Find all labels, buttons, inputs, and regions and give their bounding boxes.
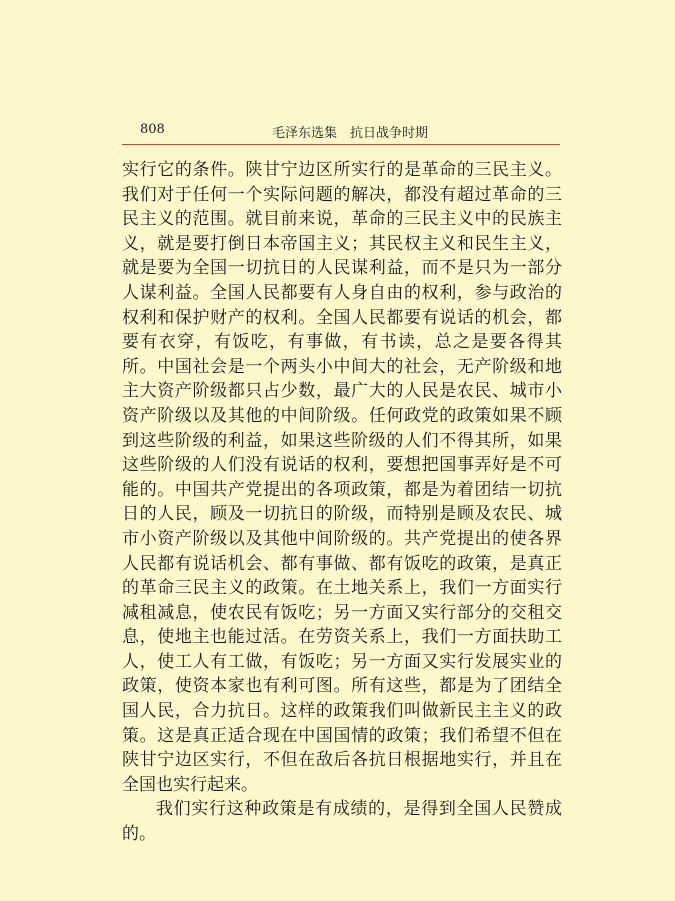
paragraph-2: 我们实行这种政策是有成绩的，是得到全国人民赞成的。 [122,799,562,845]
header-rule [122,144,560,145]
running-title: 毛泽东选集 抗日战争时期 [272,126,429,141]
paragraph-1: 实行它的条件。陕甘宁边区所实行的是革命的三民主义。我们对于任何一个实际问题的解决，都没有超过革命的三民主义的范围。就目前来说，革命的三民主义中的民族主义，就是要打倒日本帝国主义；其民权主义和民生主义，就是要为全国一切抗日的人民谋利益，而不是只为一部分人谋利益。全国人民都要有人身自由的权利，参与政治的权利和保护财产的权利。全国人民都要有说话的机会，都要有衣穿，有饭吃，有事做，有书读，总之是要各得其所。中国社会是一个两头小中间大的社会，无产阶级和地主大资产阶级都只占少数，最广大的人民是农民、城市小资产阶级以及其他的中间阶级。任何政党的政策如果不顾到这些阶级的利益，如果这些阶级的人们不得其所，如果这些阶级的人们没有说话的权利，要想把国事弄好是不可能的。中国共产党提出的各项政策，都是为着团结一切抗日的人民，顾及一切抗日的阶级，而特别是顾及农民、城市小资产阶级以及其他中间阶级的。共产党提出的使各界人民都有说话机会、都有事做、都有饭吃的政策，是真正的革命三民主义的政策。在土地关系上，我们一方面实行减租减息，使农民有饭吃；另一方面又实行部分的交租交息，使地主也能过活。在劳资关系上，我们一方面扶助工人，使工人有工做，有饭吃；另一方面又实行发展实业的政策，使资本家也有利可图。所有这些，都是为了团结全国人民，合力抗日。这样的政策我们叫做新民主主义的政策。这是真正适合现在中国国情的政策；我们希望不但在陕甘宁边区实行，不但在敌后各抗日根据地实行，并且在全国也实行起来。 [122,160,562,795]
body-text [122,158,562,847]
page-number: 808 [140,122,165,137]
page-header [122,120,560,146]
